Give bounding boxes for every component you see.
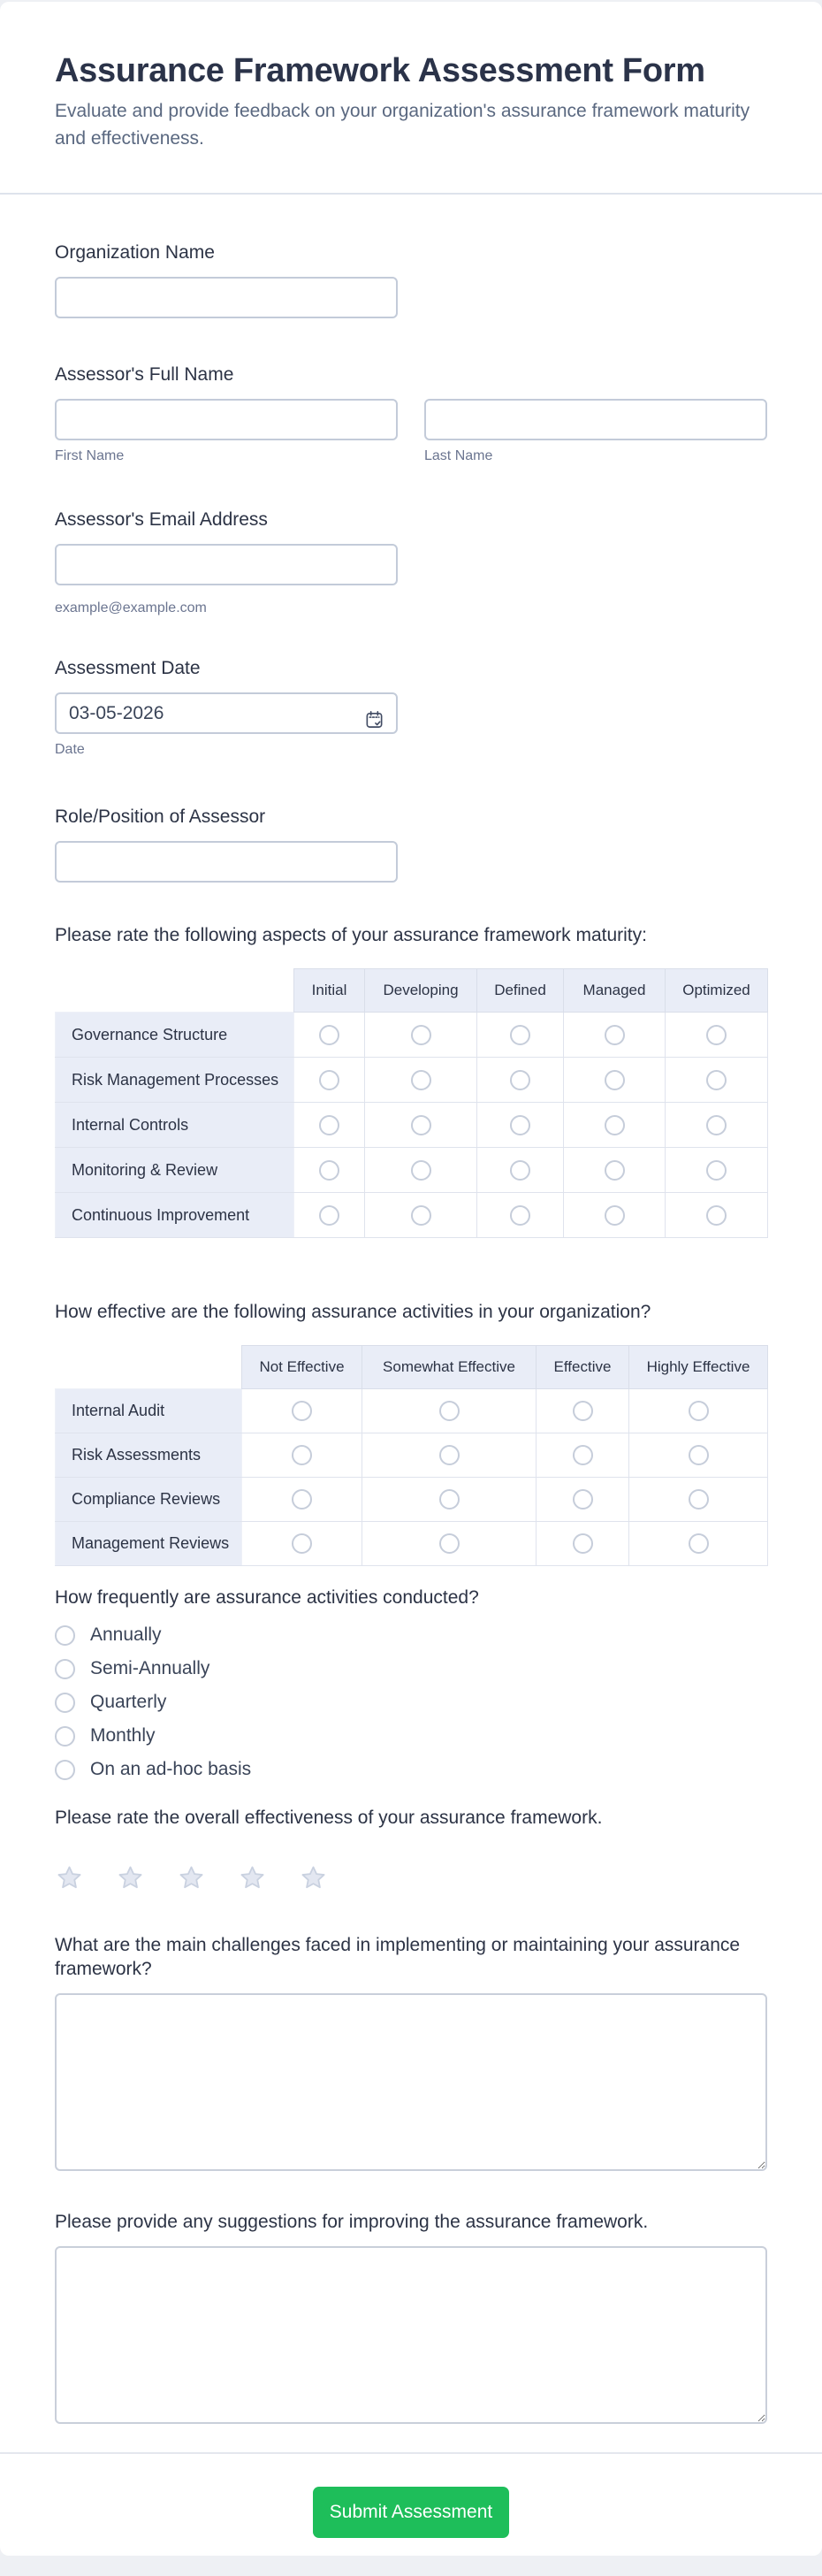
challenges-textarea[interactable] <box>55 1993 767 2171</box>
effectiveness-cell <box>629 1389 768 1433</box>
field-suggestions <box>55 2210 767 2424</box>
effectiveness-column-header: Not Effective <box>242 1346 362 1389</box>
frequency-option-label: Semi-Annually <box>90 1658 210 1678</box>
maturity-cell <box>666 1193 768 1238</box>
maturity-row-label: Risk Management Processes <box>56 1058 294 1103</box>
field-assessor-email <box>55 508 767 617</box>
maturity-row <box>56 1058 768 1103</box>
effectiveness-radio-r1-c4[interactable] <box>689 1401 709 1421</box>
maturity-row <box>56 1148 768 1193</box>
email-label: Assessor's Email Address <box>55 509 268 530</box>
maturity-column-header: Defined <box>477 969 564 1013</box>
role-label: Role/Position of Assessor <box>55 806 266 827</box>
maturity-corner-cell <box>56 969 294 1013</box>
frequency-radio-2[interactable] <box>55 1659 75 1679</box>
maturity-radio-r4-c4[interactable] <box>605 1160 625 1181</box>
field-star-rating <box>55 1806 767 1892</box>
maturity-row-label: Internal Controls <box>56 1103 294 1148</box>
field-maturity-matrix <box>55 923 767 1238</box>
effectiveness-radio-r3-c1[interactable] <box>292 1489 312 1510</box>
star-icon[interactable] <box>116 1863 145 1892</box>
maturity-radio-r4-c3[interactable] <box>510 1160 530 1181</box>
maturity-cell <box>294 1148 365 1193</box>
maturity-cell <box>477 1148 564 1193</box>
maturity-cell <box>477 1013 564 1058</box>
field-challenges <box>55 1933 767 2171</box>
form-card <box>0 2 822 2556</box>
maturity-matrix-question: Please rate the following aspects of your assurance framework maturity: <box>55 925 647 945</box>
maturity-cell <box>294 1103 365 1148</box>
effectiveness-radio-r1-c1[interactable] <box>292 1401 312 1421</box>
frequency-option[interactable] <box>55 1652 767 1685</box>
role-input[interactable] <box>55 841 398 883</box>
maturity-cell <box>666 1103 768 1148</box>
field-assessment-date <box>55 656 767 759</box>
form-body <box>0 241 822 2424</box>
effectiveness-cell <box>629 1522 768 1566</box>
maturity-radio-r4-c2[interactable] <box>411 1160 431 1181</box>
effectiveness-cell <box>537 1389 629 1433</box>
first-name-sublabel: First Name <box>55 448 125 463</box>
email-hint: example@example.com <box>55 600 207 615</box>
star-icon[interactable] <box>299 1863 328 1892</box>
first-name-col <box>55 386 398 465</box>
maturity-radio-r1-c3[interactable] <box>510 1025 530 1045</box>
effectiveness-radio-r2-c4[interactable] <box>689 1445 709 1465</box>
field-effectiveness-matrix <box>55 1300 767 1566</box>
organization-name-label: Organization Name <box>55 242 215 263</box>
effectiveness-column-header: Highly Effective <box>629 1346 768 1389</box>
effectiveness-radio-r3-c4[interactable] <box>689 1489 709 1510</box>
effectiveness-matrix-table <box>55 1345 768 1566</box>
maturity-radio-r5-c4[interactable] <box>605 1205 625 1226</box>
maturity-radio-r5-c2[interactable] <box>411 1205 431 1226</box>
frequency-options <box>55 1618 767 1786</box>
frequency-option-label: On an ad-hoc basis <box>90 1759 252 1779</box>
maturity-radio-r2-c3[interactable] <box>510 1070 530 1090</box>
maturity-radio-r3-c1[interactable] <box>319 1115 339 1135</box>
last-name-input[interactable] <box>424 399 767 440</box>
frequency-option-label: Annually <box>90 1624 162 1645</box>
effectiveness-cell <box>242 1478 362 1522</box>
maturity-radio-r1-c5[interactable] <box>706 1025 727 1045</box>
maturity-radio-r4-c5[interactable] <box>706 1160 727 1181</box>
maturity-cell <box>365 1013 477 1058</box>
email-input[interactable] <box>55 544 398 585</box>
star-icon[interactable] <box>55 1863 84 1892</box>
maturity-cell <box>477 1193 564 1238</box>
effectiveness-radio-r1-c3[interactable] <box>573 1401 593 1421</box>
effectiveness-cell <box>242 1433 362 1478</box>
maturity-matrix-table <box>55 968 768 1238</box>
last-name-col <box>424 386 767 465</box>
effectiveness-radio-r3-c2[interactable] <box>439 1489 460 1510</box>
submit-button[interactable]: Submit Assessment <box>313 2487 509 2538</box>
maturity-radio-r2-c1[interactable] <box>319 1070 339 1090</box>
frequency-option[interactable] <box>55 1685 767 1719</box>
assessment-date-label: Assessment Date <box>55 658 201 678</box>
effectiveness-matrix-question: How effective are the following assurance activities in your organization? <box>55 1302 651 1322</box>
suggestions-question: Please provide any suggestions for improving the assurance framework. <box>55 2212 649 2232</box>
maturity-radio-r3-c5[interactable] <box>706 1115 727 1135</box>
effectiveness-cell <box>629 1433 768 1478</box>
assessment-date-input[interactable] <box>55 692 398 734</box>
maturity-row <box>56 1193 768 1238</box>
effectiveness-row-label: Risk Assessments <box>56 1433 242 1478</box>
maturity-cell <box>365 1058 477 1103</box>
effectiveness-radio-r1-c2[interactable] <box>439 1401 460 1421</box>
effectiveness-radio-r2-c2[interactable] <box>439 1445 460 1465</box>
maturity-cell <box>365 1193 477 1238</box>
effectiveness-row <box>56 1389 768 1433</box>
effectiveness-cell <box>537 1478 629 1522</box>
form-title: Assurance Framework Assessment Form <box>55 52 705 89</box>
effectiveness-radio-r3-c3[interactable] <box>573 1489 593 1510</box>
maturity-cell <box>477 1103 564 1148</box>
frequency-option[interactable] <box>55 1618 767 1652</box>
effectiveness-radio-r2-c3[interactable] <box>573 1445 593 1465</box>
form-header <box>0 2 822 195</box>
maturity-radio-r1-c2[interactable] <box>411 1025 431 1045</box>
maturity-radio-r2-c5[interactable] <box>706 1070 727 1090</box>
field-frequency <box>55 1586 767 1786</box>
field-role-position <box>55 805 767 883</box>
maturity-row-label: Monitoring & Review <box>56 1148 294 1193</box>
maturity-cell <box>666 1058 768 1103</box>
effectiveness-cell <box>537 1522 629 1566</box>
maturity-cell <box>365 1148 477 1193</box>
maturity-radio-r1-c4[interactable] <box>605 1025 625 1045</box>
field-organization-name <box>55 241 767 318</box>
frequency-radio-5[interactable] <box>55 1760 75 1780</box>
maturity-radio-r3-c4[interactable] <box>605 1115 625 1135</box>
effectiveness-row-label: Management Reviews <box>56 1522 242 1566</box>
maturity-radio-r5-c5[interactable] <box>706 1205 727 1226</box>
maturity-radio-r4-c1[interactable] <box>319 1160 339 1181</box>
effectiveness-radio-r4-c1[interactable] <box>292 1533 312 1554</box>
field-assessor-full-name <box>55 363 767 465</box>
effectiveness-cell <box>242 1522 362 1566</box>
frequency-option-label: Monthly <box>90 1725 156 1746</box>
maturity-radio-r2-c4[interactable] <box>605 1070 625 1090</box>
effectiveness-cell <box>362 1389 537 1433</box>
maturity-column-header: Managed <box>564 969 666 1013</box>
effectiveness-radio-r4-c3[interactable] <box>573 1533 593 1554</box>
effectiveness-column-header: Effective <box>537 1346 629 1389</box>
maturity-cell <box>294 1058 365 1103</box>
frequency-radio-3[interactable] <box>55 1693 75 1713</box>
organization-name-input[interactable] <box>55 277 398 318</box>
star-rating <box>55 1863 767 1892</box>
effectiveness-corner-cell <box>56 1346 242 1389</box>
effectiveness-radio-r2-c1[interactable] <box>292 1445 312 1465</box>
maturity-cell <box>365 1103 477 1148</box>
calendar-icon[interactable] <box>364 709 384 730</box>
effectiveness-cell <box>362 1433 537 1478</box>
frequency-question: How frequently are assurance activities conducted? <box>55 1587 479 1608</box>
frequency-radio-4[interactable] <box>55 1726 75 1747</box>
maturity-radio-r5-c3[interactable] <box>510 1205 530 1226</box>
maturity-row-label: Continuous Improvement <box>56 1193 294 1238</box>
maturity-cell <box>564 1193 666 1238</box>
effectiveness-column-header: Somewhat Effective <box>362 1346 537 1389</box>
last-name-sublabel: Last Name <box>424 448 493 463</box>
effectiveness-cell <box>242 1389 362 1433</box>
effectiveness-cell <box>362 1478 537 1522</box>
maturity-radio-r5-c1[interactable] <box>319 1205 339 1226</box>
effectiveness-row-label: Compliance Reviews <box>56 1478 242 1522</box>
suggestions-textarea[interactable] <box>55 2246 767 2424</box>
effectiveness-row <box>56 1433 768 1478</box>
effectiveness-cell <box>362 1522 537 1566</box>
star-rating-question: Please rate the overall effectiveness of your assurance framework. <box>55 1808 603 1828</box>
maturity-cell <box>666 1013 768 1058</box>
maturity-row-label: Governance Structure <box>56 1013 294 1058</box>
date-sublabel: Date <box>55 742 85 757</box>
frequency-option[interactable] <box>55 1753 767 1786</box>
date-input-wrap <box>55 692 398 734</box>
star-icon[interactable] <box>238 1863 267 1892</box>
maturity-radio-r3-c3[interactable] <box>510 1115 530 1135</box>
frequency-option-label: Quarterly <box>90 1692 167 1712</box>
effectiveness-radio-r4-c2[interactable] <box>439 1533 460 1554</box>
form-footer <box>0 2452 822 2576</box>
frequency-radio-1[interactable] <box>55 1625 75 1646</box>
maturity-cell <box>564 1103 666 1148</box>
effectiveness-row <box>56 1522 768 1566</box>
maturity-column-header: Developing <box>365 969 477 1013</box>
maturity-radio-r3-c2[interactable] <box>411 1115 431 1135</box>
effectiveness-radio-r4-c4[interactable] <box>689 1533 709 1554</box>
maturity-cell <box>294 1193 365 1238</box>
maturity-radio-r2-c2[interactable] <box>411 1070 431 1090</box>
maturity-cell <box>666 1148 768 1193</box>
full-name-label: Assessor's Full Name <box>55 364 234 385</box>
maturity-column-header: Initial <box>294 969 365 1013</box>
first-name-input[interactable] <box>55 399 398 440</box>
maturity-column-header: Optimized <box>666 969 768 1013</box>
name-row <box>55 386 767 465</box>
star-icon[interactable] <box>177 1863 206 1892</box>
maturity-cell <box>294 1013 365 1058</box>
maturity-cell <box>477 1058 564 1103</box>
maturity-radio-r1-c1[interactable] <box>319 1025 339 1045</box>
effectiveness-cell <box>629 1478 768 1522</box>
effectiveness-cell <box>537 1433 629 1478</box>
effectiveness-row <box>56 1478 768 1522</box>
maturity-cell <box>564 1013 666 1058</box>
form-subtitle: Evaluate and provide feedback on your organization's assurance framework maturity and effectiveness. <box>55 101 750 149</box>
frequency-option[interactable] <box>55 1719 767 1753</box>
maturity-row <box>56 1013 768 1058</box>
maturity-cell <box>564 1148 666 1193</box>
maturity-row <box>56 1103 768 1148</box>
challenges-question: What are the main challenges faced in implementing or maintaining your assurance framework? <box>55 1935 741 1979</box>
effectiveness-row-label: Internal Audit <box>56 1389 242 1433</box>
maturity-cell <box>564 1058 666 1103</box>
